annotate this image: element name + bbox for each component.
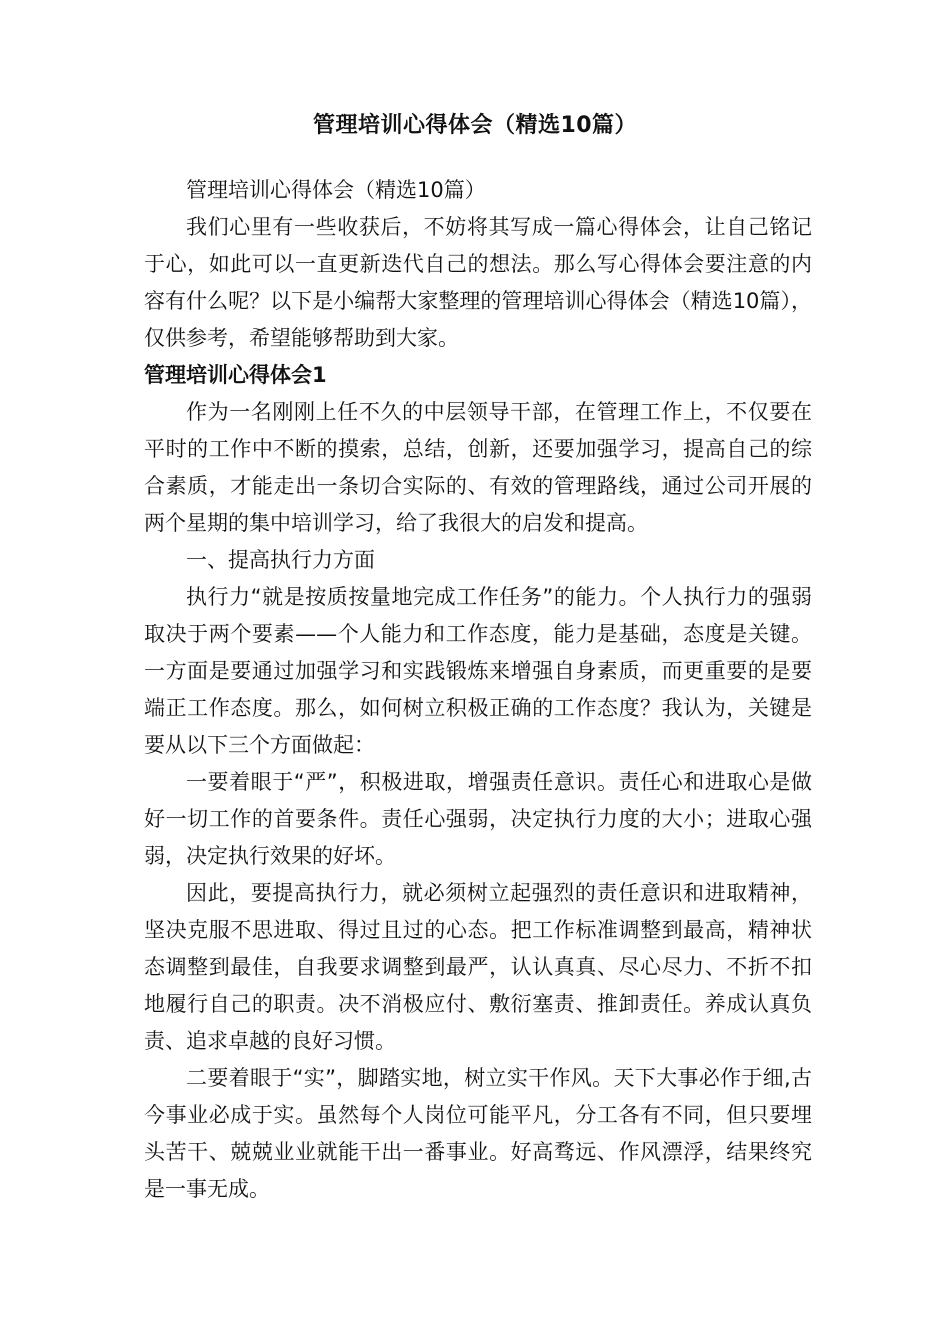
paragraph-intro: 我们心里有一些收获后，不妨将其写成一篇心得体会，让自己铭记于心，如此可以一直更新迭代自己的想法。那么写心得体会要注意的内容有什么呢？以下是小编帮大家整理的管理培训心得体会（精选10篇），仅供参考，希望能够帮助到大家。	[144, 215, 812, 350]
document-body	[144, 172, 812, 1208]
paragraph: 二要着眼于“实”，脚踏实地，树立实干作风。天下大事必作于细,古今事业必成于实。虽然每个人岗位可能平凡，分工各有不同，但只要埋头苦干、兢兢业业就能干出一番事业。好高骛远、作风漂浮，结果终究是一事无成。	[144, 1066, 812, 1201]
paragraph: 作为一名刚刚上任不久的中层领导干部，在管理工作上，不仅要在平时的工作中不断的摸索，总结，创新，还要加强学习，提高自己的综合素质，才能走出一条切合实际的、有效的管理路线，通过公司开展的两个星期的集中培训学习，给了我很大的启发和提高。	[144, 400, 812, 535]
paragraph: 因此，要提高执行力，就必须树立起强烈的责任意识和进取精神，坚决克服不思进取、得过且过的心态。把工作标准调整到最高，精神状态调整到最佳，自我要求调整到最严，认认真真、尽心尽力、不折不扣地履行自己的职责。决不消极应付、敷衍塞责、推卸责任。养成认真负责、追求卓越的良好习惯。	[144, 881, 812, 1053]
paragraph: 一要着眼于“严”，积极进取，增强责任意识。责任心和进取心是做好一切工作的首要条件。责任心强弱，决定执行力度的大小；进取心强弱，决定执行效果的好坏。	[144, 770, 812, 868]
paragraph-subtitle: 管理培训心得体会（精选10篇）	[186, 178, 486, 202]
section-heading-1: 管理培训心得体会1	[144, 363, 327, 387]
paragraph: 执行力“就是按质按量地完成工作任务”的能力。个人执行力的强弱取决于两个要素——个人能力和工作态度，能力是基础，态度是关键。一方面是要通过加强学习和实践锻炼来增强自身素质，而更重要的是要端正工作态度。那么，如何树立积极正确的工作态度？我认为，关键是要从以下三个方面做起：	[144, 585, 812, 757]
document-title: 管理培训心得体会（精选10篇）	[312, 113, 638, 138]
subsection-heading: 一、提高执行力方面	[186, 548, 375, 572]
